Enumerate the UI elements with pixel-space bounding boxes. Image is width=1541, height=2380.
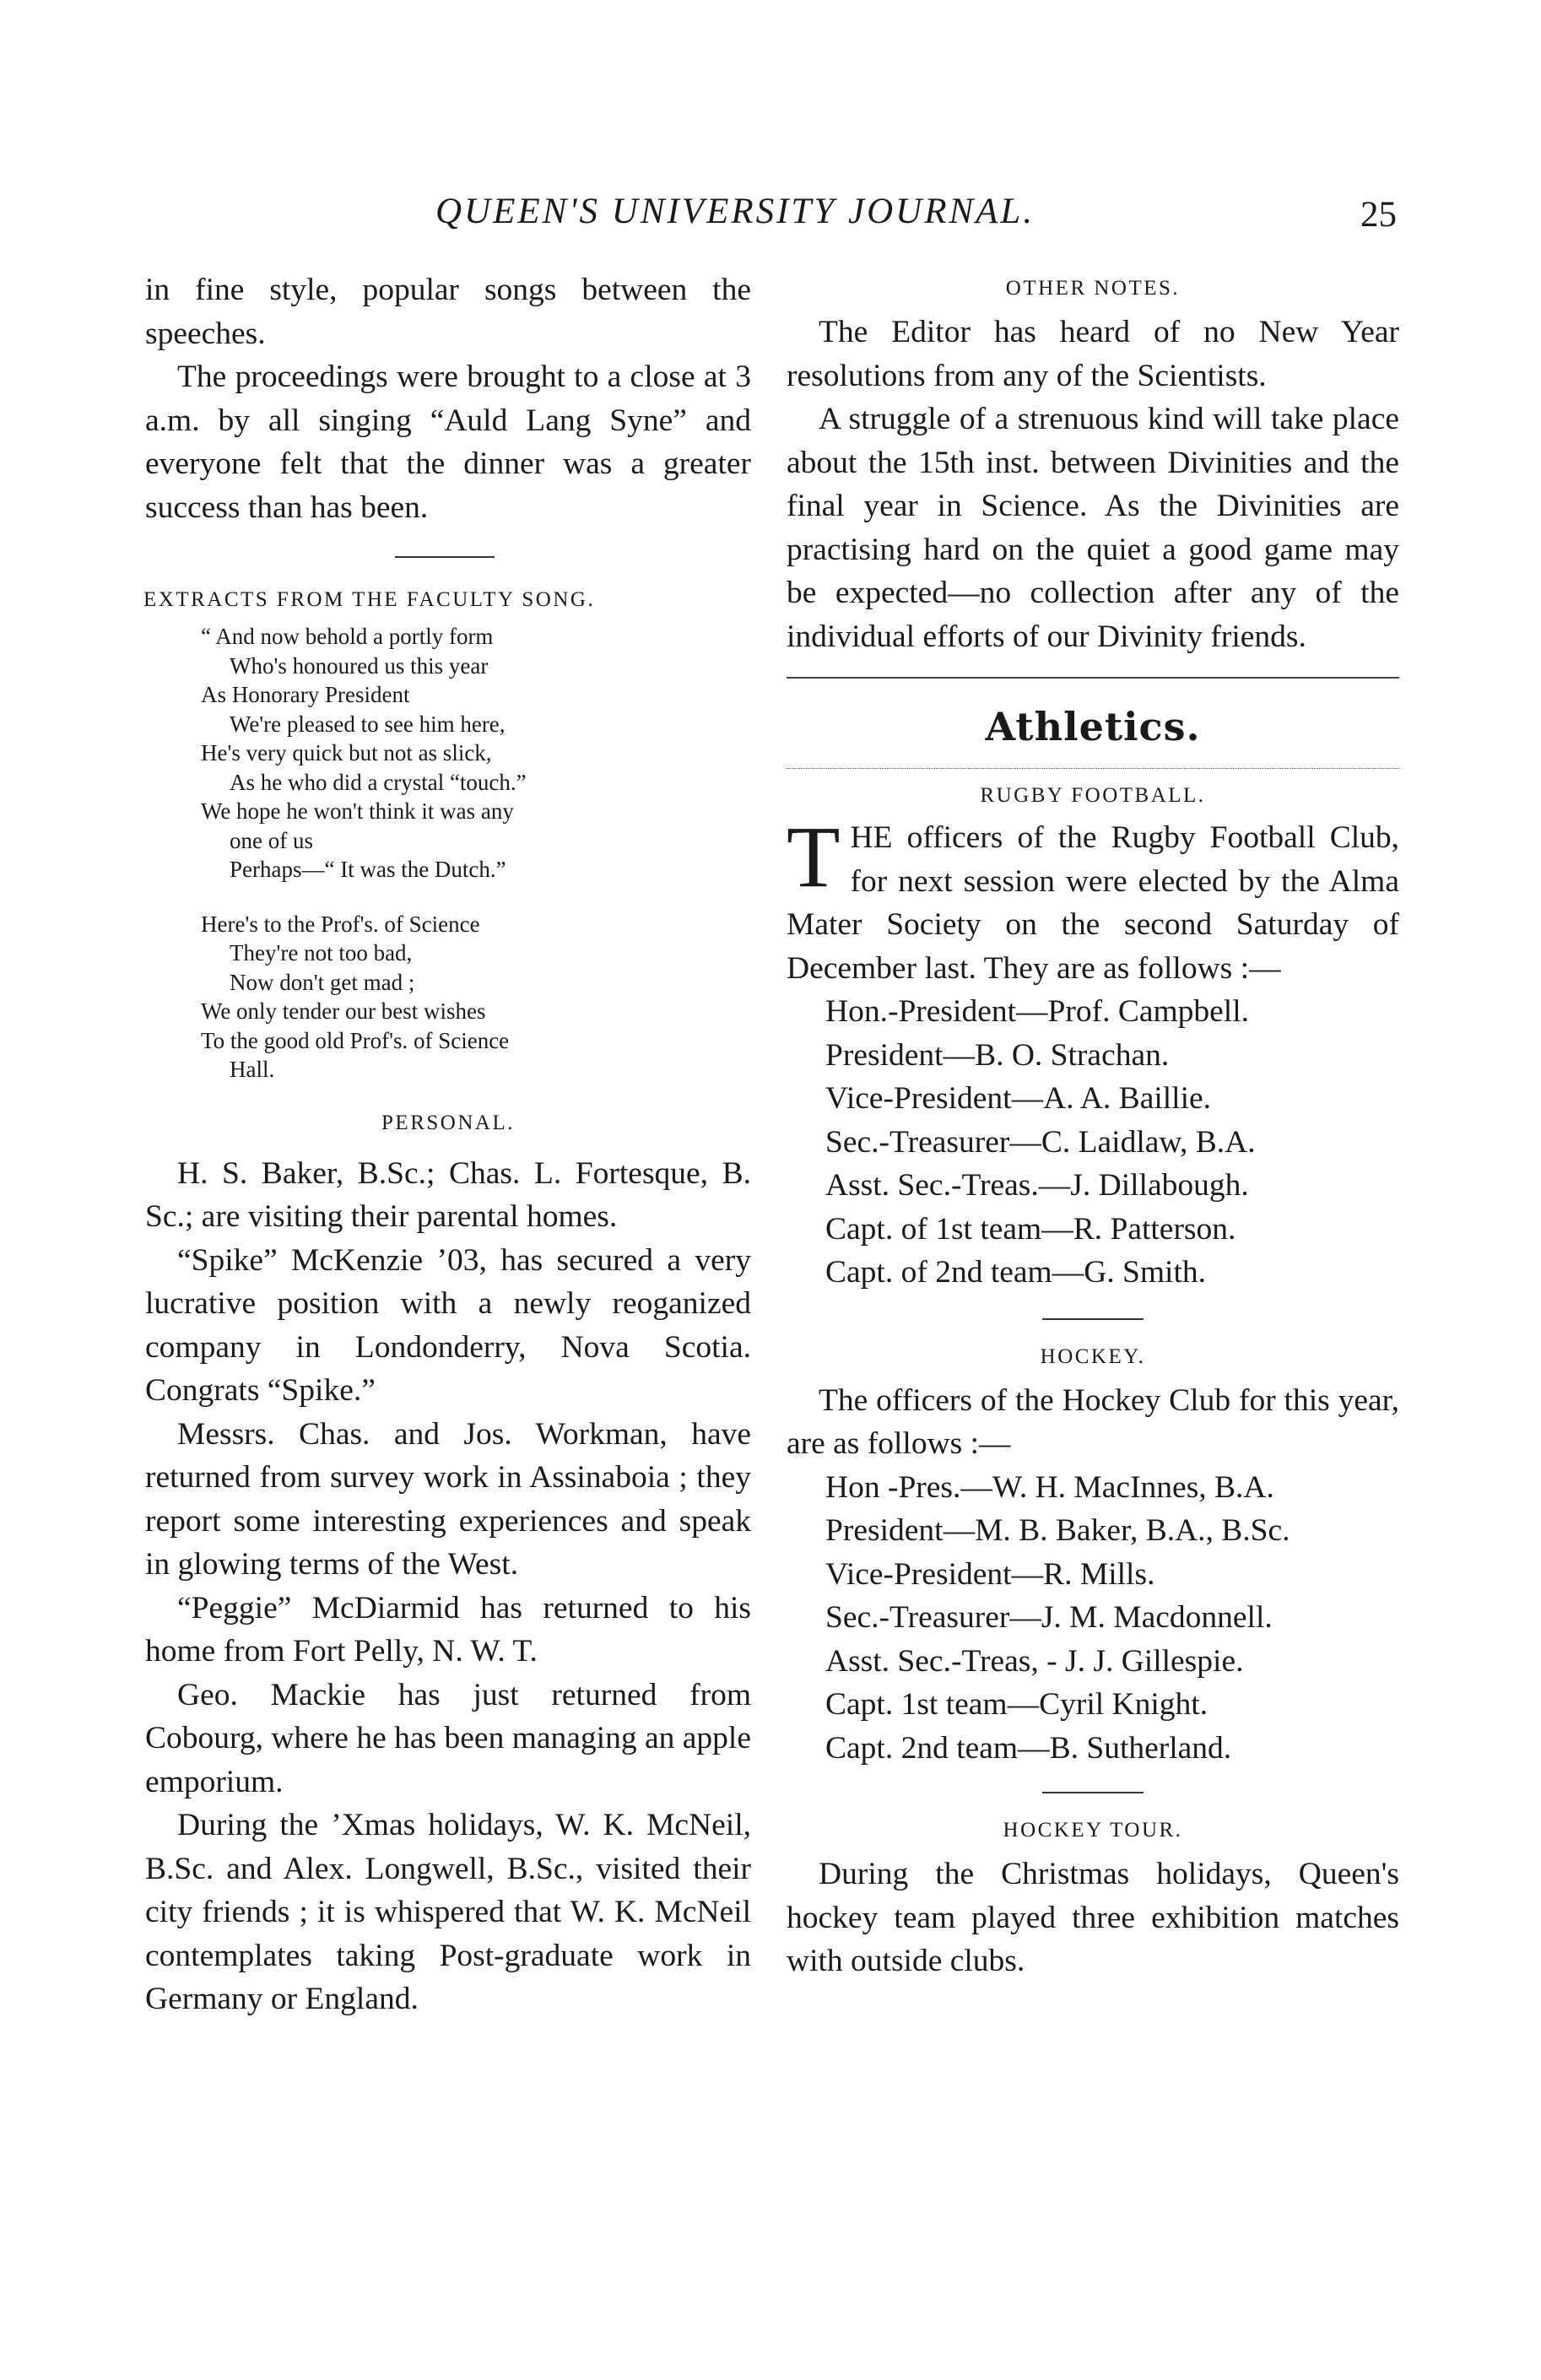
list-item: Capt. of 2nd team—G. Smith. bbox=[825, 1255, 1207, 1290]
list-item: Hon.-President—Prof. Campbell. bbox=[825, 994, 1250, 1029]
personal-paragraph: During the ’Xmas holidays, W. K. McNeil, B.Sc. and Alex. Longwell, B.Sc., visited their city friends ; it is whispered that W. K. McNeil contemplates taking Post-graduate work in Germany or England. bbox=[145, 1808, 751, 2016]
personal-heading: PERSONAL. bbox=[381, 1111, 515, 1134]
section-divider bbox=[395, 556, 495, 558]
list-item: Sec.-Treasurer—C. Laidlaw, B.A. bbox=[825, 1124, 1256, 1160]
rugby-intro-text: HE officers of the Rugby Football Club, for next session were elected by the Alma Mater Society on the second Saturday of December last. They are as follows :— bbox=[787, 820, 1399, 986]
section-divider bbox=[1042, 1792, 1144, 1793]
athletics-heading: Athletics. bbox=[985, 704, 1201, 749]
rugby-intro bbox=[787, 809, 1399, 990]
verse-line: Now don't get mad ; bbox=[230, 969, 415, 995]
verse-line: We're pleased to see him here, bbox=[230, 711, 506, 737]
list-item: Hon -Pres.—W. H. MacInnes, B.A. bbox=[825, 1469, 1274, 1505]
section-divider bbox=[787, 677, 1399, 679]
intro-paragraph: The proceedings were brought to a close at 3 a.m. by all singing “Auld Lang Syne” and everyone felt that the dinner was a greater success than has been. bbox=[145, 360, 751, 525]
list-item: Asst. Sec.-Treas, - J. J. Gillespie. bbox=[825, 1643, 1244, 1679]
list-item: Capt. 1st team—Cyril Knight. bbox=[825, 1687, 1208, 1722]
verse-line: Hall. bbox=[230, 1057, 275, 1082]
other-notes-paragraph: A struggle of a strenuous kind will take place about the 15th inst. between Divinities and the final year in Science. As the Divinities are practising hard on the quiet a good game may be expected—no collection after any of the individual efforts of our Divinity friends. bbox=[787, 402, 1399, 654]
verse-line: “ And now behold a portly form bbox=[201, 624, 494, 649]
verse-line: He's very quick but not as slick, bbox=[201, 740, 492, 765]
verse-line: Here's to the Prof's. of Science bbox=[201, 911, 480, 937]
verse-line: Perhaps—“ It was the Dutch.” bbox=[230, 857, 506, 882]
verse-line: We hope he won't think it was any bbox=[201, 798, 514, 824]
personal-paragraph: Messrs. Chas. and Jos. Workman, have returned from survey work in Assinaboia ; they report some interesting experiences and speak in glowing terms of the West. bbox=[145, 1416, 751, 1582]
verse-line: one of us bbox=[230, 827, 313, 853]
list-item: Vice-President—R. Mills. bbox=[825, 1556, 1155, 1592]
song-heading: EXTRACTS FROM THE FACULTY SONG. bbox=[143, 588, 596, 611]
section-divider bbox=[1042, 1318, 1144, 1320]
verse-line: They're not too bad, bbox=[230, 940, 413, 966]
hockey-tour-paragraph: During the Christmas holidays, Queen's hockey team played three exhibition matches with outside clubs. bbox=[787, 1857, 1399, 1978]
other-notes-heading: OTHER NOTES. bbox=[1005, 277, 1181, 300]
personal-paragraph: “Spike” McKenzie ’03, has secured a very lucrative position with a newly reoganized company in Londonderry, Nova Scotia. Congrats “Spike.” bbox=[145, 1242, 751, 1408]
list-item: President—M. B. Baker, B.A., B.Sc. bbox=[825, 1513, 1290, 1548]
personal-paragraph: H. S. Baker, B.Sc.; Chas. L. Fortesque, B. Sc.; are visiting their parental homes. bbox=[145, 1155, 751, 1234]
list-item: Asst. Sec.-Treas.—J. Dillabough. bbox=[825, 1168, 1249, 1203]
hockey-heading: HOCKEY. bbox=[1040, 1344, 1146, 1368]
page-number: 25 bbox=[1360, 195, 1397, 235]
verse-line: As he who did a crystal “touch.” bbox=[230, 769, 527, 795]
list-item: Capt. 2nd team—B. Sutherland. bbox=[825, 1730, 1232, 1766]
right-column bbox=[787, 268, 1399, 1983]
page-header bbox=[0, 191, 1541, 241]
list-item: President—B. O. Strachan. bbox=[825, 1037, 1170, 1073]
verse-two bbox=[145, 910, 751, 1085]
verse-one bbox=[145, 622, 751, 884]
personal-paragraph: Geo. Mackie has just returned from Cobourg, where he has been managing an apple emporium. bbox=[145, 1677, 751, 1799]
drop-cap: T bbox=[787, 809, 841, 906]
verse-line: We only tender our best wishes bbox=[201, 998, 486, 1024]
rugby-officers-list bbox=[787, 990, 1399, 1295]
verse-line: Who's honoured us this year bbox=[230, 652, 489, 679]
rugby-heading: RUGBY FOOTBALL. bbox=[980, 784, 1206, 807]
list-item: Vice-President—A. A. Baillie. bbox=[825, 1081, 1212, 1116]
other-notes-paragraph: The Editor has heard of no New Year resolutions from any of the Scientists. bbox=[787, 315, 1399, 393]
left-column bbox=[145, 268, 751, 2021]
journal-title: QUEEN'S UNIVERSITY JOURNAL. bbox=[435, 192, 1035, 231]
list-item: Sec.-Treasurer—J. M. Macdonnell. bbox=[825, 1600, 1273, 1635]
hockey-tour-heading: HOCKEY TOUR. bbox=[1003, 1819, 1183, 1842]
personal-paragraph: “Peggie” McDiarmid has returned to his home from Fort Pelly, N. W. T. bbox=[145, 1590, 751, 1669]
verse-line: To the good old Prof's. of Science bbox=[201, 1027, 510, 1053]
verse-line: As Honorary President bbox=[201, 682, 410, 707]
hockey-intro: The officers of the Hockey Club for this year, are as follows :— bbox=[787, 1382, 1399, 1461]
list-item: Capt. of 1st team—R. Patterson. bbox=[825, 1211, 1236, 1247]
intro-paragraph: in fine style, popular songs between the speeches. bbox=[145, 273, 751, 351]
section-divider bbox=[787, 768, 1399, 769]
hockey-officers-list bbox=[787, 1466, 1399, 1771]
